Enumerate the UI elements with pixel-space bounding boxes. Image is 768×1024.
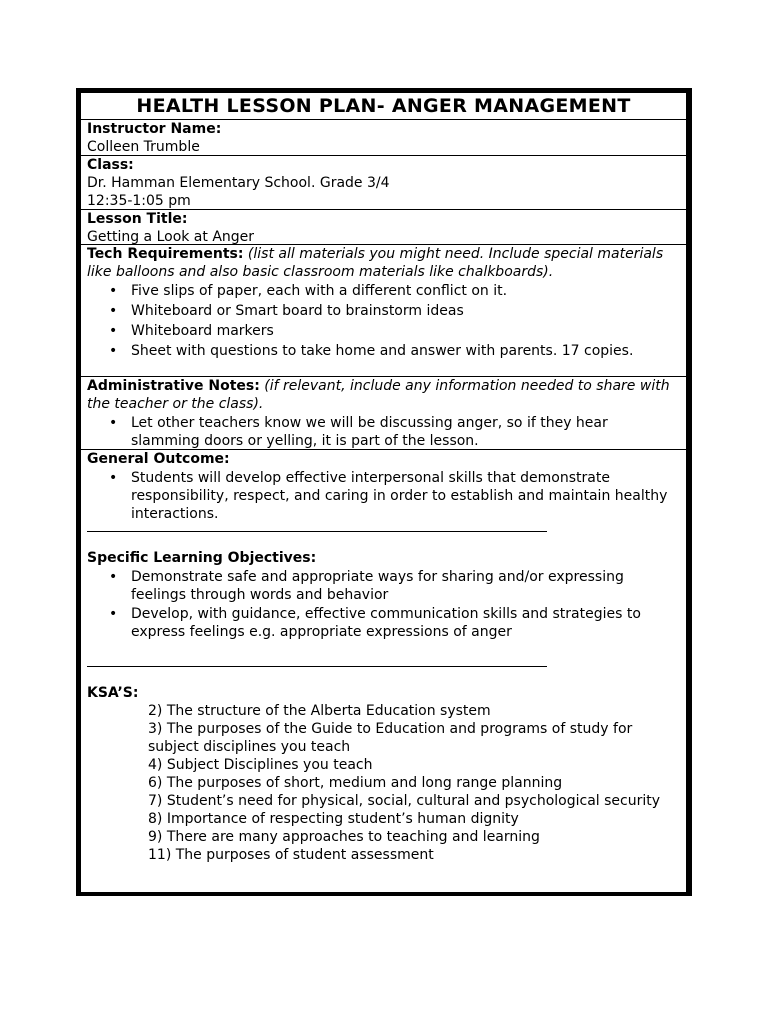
administrative-notes-section [81,377,686,450]
class-label: Class: [87,157,134,173]
list-item: • Five slips of paper, each with a different conflict on it. [87,282,680,300]
ksa-item: 2) The structure of the Alberta Education system [148,703,491,719]
ksa-list [87,702,680,864]
ksa-item: 8) Importance of respecting student’s human dignity [148,811,519,827]
objectives-list [87,568,680,641]
tech-requirements-heading [87,245,680,281]
lesson-title-label: Lesson Title: [87,211,188,227]
ksa-item: 6) The purposes of short, medium and long range planning [148,775,563,791]
divider [87,531,547,532]
list-item: • Demonstrate safe and appropriate ways for sharing and/or expressing feelings through words and behavior [87,568,680,604]
instructor-section [81,120,686,156]
tech-requirements-section [81,245,686,377]
list-item: • Students will develop effective interpersonal skills that demonstrate responsibility, respect, and caring in order to establish and maintain healthy interactions. [87,469,680,523]
lesson-plan-document [76,88,692,896]
administrative-notes-heading [87,377,680,413]
administrative-notes-list [87,414,680,450]
lesson-title-section [81,210,686,245]
lesson-title-value: Getting a Look at Anger [87,229,255,245]
list-item: • Sheet with questions to take home and answer with parents. 17 copies. [87,342,680,360]
ksa-item: 4) Subject Disciplines you teach [148,757,373,773]
tech-requirements-list [87,282,680,360]
divider [87,666,547,667]
ksa-item: 7) Student’s need for physical, social, cultural and psychological security [148,793,661,809]
instructor-label: Instructor Name: [87,121,222,137]
administrative-notes-note: (if relevant, include any information needed to share with the teacher or the class). [87,378,670,412]
instructor-name: Colleen Trumble [87,139,200,155]
tech-requirements-note: (list all materials you might need. Include special materials like balloons and also basic classroom materials like chalkboards). [87,246,664,280]
ksa-item: 9) There are many approaches to teaching and learning [148,829,540,845]
ksa-item: 3) The purposes of the Guide to Education and programs of study for subject disciplines you teach [148,721,633,755]
list-item: • Develop, with guidance, effective communication skills and strategies to express feelings e.g. appropriate expressions of anger [87,605,680,641]
general-outcome-label: General Outcome: [87,451,230,467]
class-section [81,156,686,210]
objectives-label: Specific Learning Objectives: [87,550,317,566]
class-school: Dr. Hamman Elementary School. Grade 3/4 [87,175,390,191]
outcomes-section [81,450,686,864]
ksa-item: 11) The purposes of student assessment [148,847,434,863]
ksa-label: KSA’S: [87,685,139,701]
class-time: 12:35-1:05 pm [87,193,191,209]
document-title: HEALTH LESSON PLAN- ANGER MANAGEMENT [81,93,686,120]
administrative-notes-label: Administrative Notes: [87,378,260,394]
general-outcome-list [87,469,680,523]
list-item: • Let other teachers know we will be discussing anger, so if they hear slamming doors or yelling, it is part of the lesson. [87,414,680,450]
tech-requirements-label: Tech Requirements: [87,246,244,262]
list-item: • Whiteboard markers [87,322,680,340]
list-item: • Whiteboard or Smart board to brainstorm ideas [87,302,680,320]
